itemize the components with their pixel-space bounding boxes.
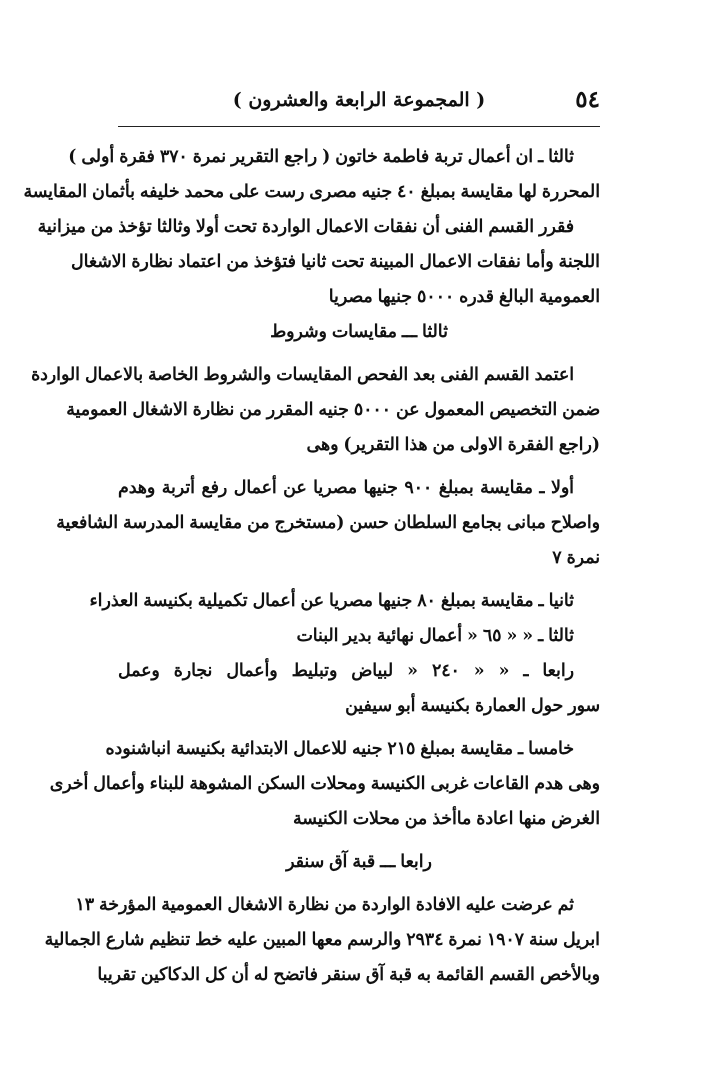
header-rule — [118, 126, 600, 127]
section-heading: رابعا ـــ قبة آق سنقر — [286, 852, 432, 872]
text-line: وبالأخص القسم القائمة به قبة آق سنقر فاتضح له أن كل الدكاكين تقريبا — [97, 965, 600, 985]
text-line: ثالثا ـ « « ٦٥ « أعمال نهائية بدير البنات — [296, 626, 574, 646]
running-title: ( المجموعة الرابعة والعشرون ) — [232, 89, 486, 111]
text-line: اعتمد القسم الفنى بعد الفحص المقايسات والشروط الخاصة بالاعمال الواردة — [31, 365, 574, 385]
section-heading: ثالثا ـــ مقايسات وشروط — [270, 322, 448, 342]
text-line: الغرض منها اعادة ماأخذ من محلات الكنيسة — [293, 809, 600, 829]
text-line: واصلاح مبانى بجامع السلطان حسن (مستخرج من مقايسة المدرسة الشافعية — [56, 513, 600, 533]
page-body — [23, 140, 600, 993]
text-line: (راجع الفقرة الاولى من هذا التقرير) وهى — [306, 435, 600, 455]
text-line: المحررة لها مقايسة بمبلغ ٤٠ جنيه مصرى رست على محمد خليفه بأثمان المقايسة — [23, 182, 600, 202]
page-number: ٥٤ — [575, 86, 600, 113]
text-line: اللجنة وأما نفقات الاعمال المبينة تحت ثانيا فتؤخذ من اعتماد نظارة الاشغال — [71, 252, 600, 272]
text-line: فقرر القسم الفنى أن نفقات الاعمال الواردة تحت أولا وثالثا تؤخذ من ميزانية — [37, 217, 574, 237]
text-line: ثم عرضت عليه الافادة الواردة من نظارة الاشغال العمومية المؤرخة ١٣ — [75, 895, 574, 915]
text-line: العمومية البالغ قدره ٥٠٠٠ جنيها مصريا — [328, 287, 600, 307]
text-line: ثالثا ـ ان أعمال تربة فاطمة خاتون ( راجع التقرير نمرة ٣٧٠ فقرة أولى ) — [68, 147, 574, 167]
text-line: نمرة ٧ — [552, 548, 600, 568]
text-line: أولا ـ مقايسة بمبلغ ٩٠٠ جنيها مصريا عن أعمال رفع أتربة وهدم — [118, 478, 574, 498]
text-line: وهى هدم القاعات غربى الكنيسة ومحلات السكن المشوهة للبناء وأعمال أخرى — [49, 774, 600, 794]
text-line: ثانيا ـ مقايسة بمبلغ ٨٠ جنيها مصريا عن أعمال تكميلية بكنيسة العذراء — [89, 591, 574, 611]
text-line: سور حول العمارة بكنيسة أبو سيفين — [345, 696, 600, 716]
text-line: ابريل سنة ١٩٠٧ نمرة ٢٩٣٤ والرسم معها المبين عليه خط تنظيم شارع الجمالية — [44, 930, 600, 950]
text-line: خامسا ـ مقايسة بمبلغ ٢١٥ جنيه للاعمال الابتدائية بكنيسة انباشنوده — [105, 739, 574, 759]
text-line: ضمن التخصيص المعمول عن ٥٠٠٠ جنيه المقرر من نظارة الاشغال العمومية — [66, 400, 600, 420]
text-line: رابعا ـ « « ٢٤٠ « لبياض وتبليط وأعمال نجارة وعمل — [118, 661, 574, 681]
page-header — [118, 78, 600, 118]
